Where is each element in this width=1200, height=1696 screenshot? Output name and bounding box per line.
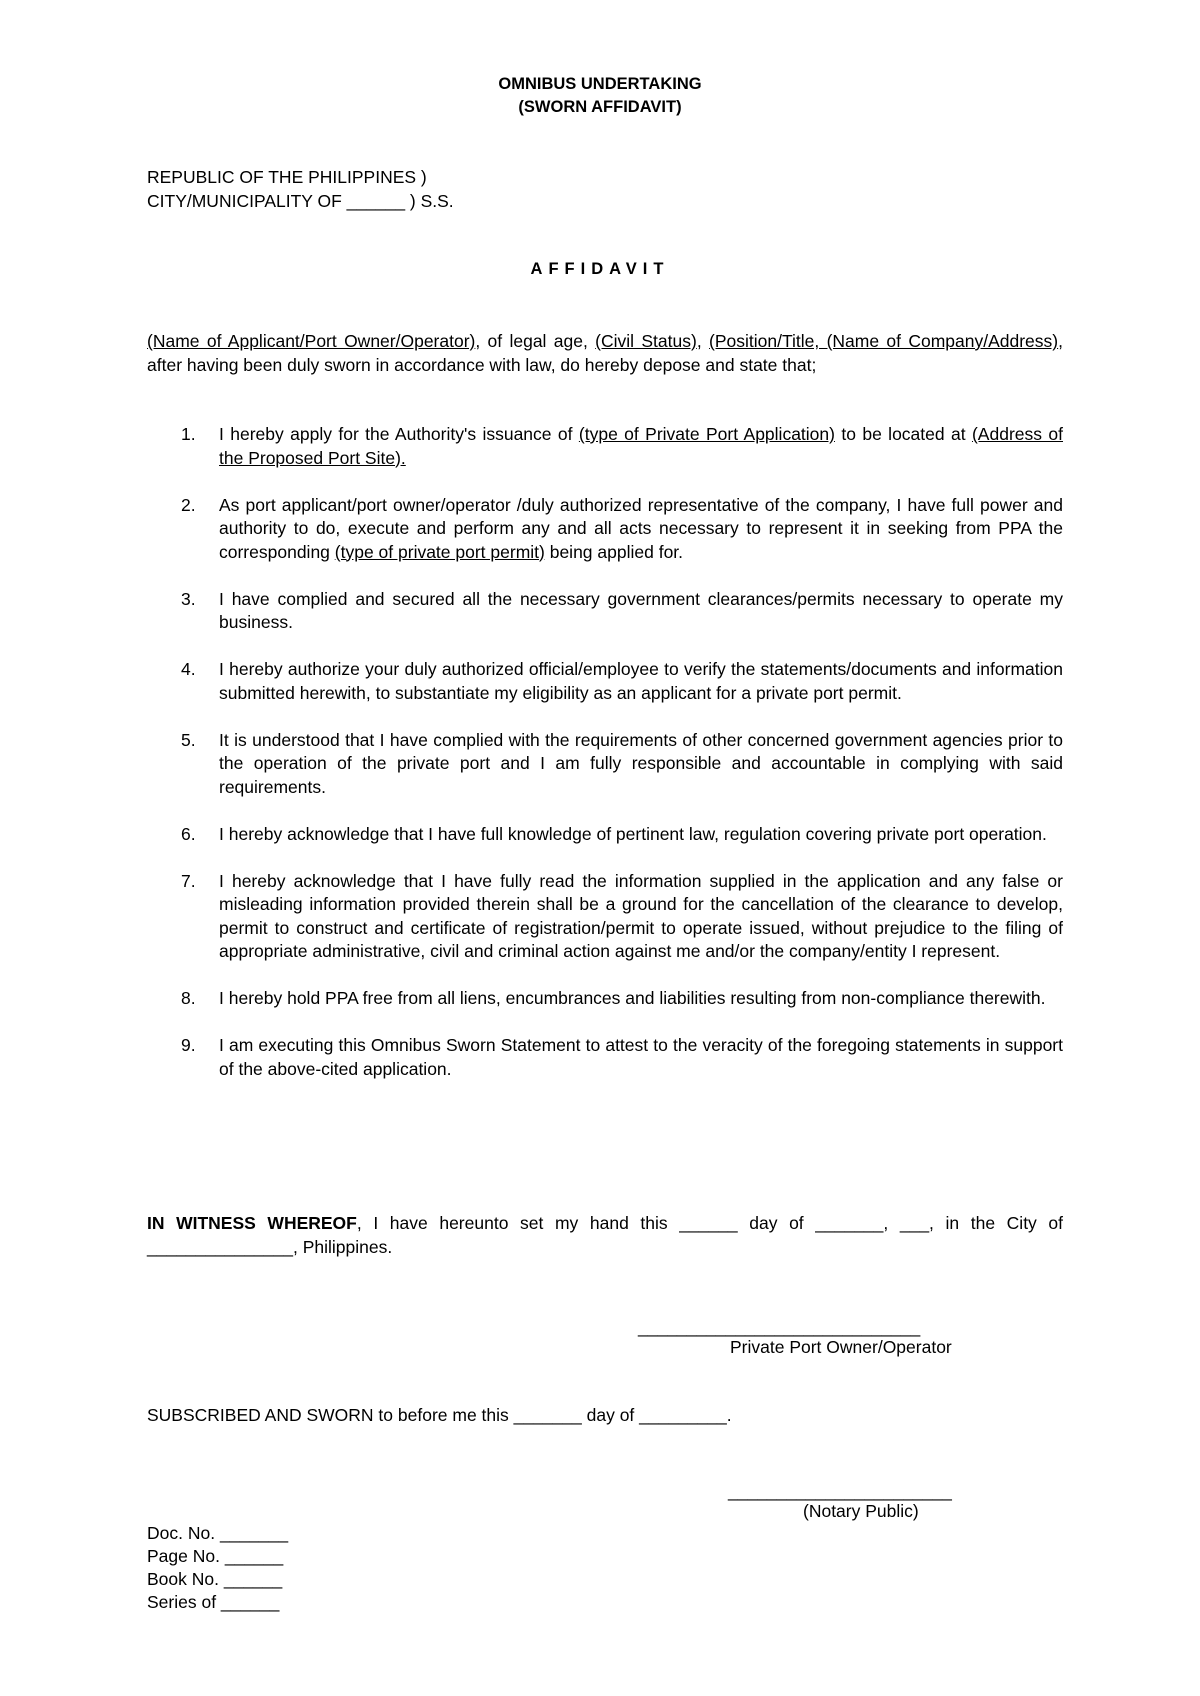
venue-republic: REPUBLIC OF THE PHILIPPINES ) [147, 167, 427, 187]
civil-status-placeholder: (Civil Status) [595, 331, 697, 351]
position-company-placeholder: (Position/Title, (Name of Company/Address) [709, 331, 1059, 351]
list-item: 1. I hereby apply for the Authority's issuance of (type of Private Port Application) to be located at (Address of the Proposed Port Site). [181, 424, 1063, 468]
intro-text-3: , after having been duly sworn in accordance with law, do hereby depose and state that; [147, 331, 1063, 375]
witness-bold: IN WITNESS WHEREOF [147, 1213, 357, 1233]
book-number: Book No. ______ [147, 1569, 283, 1589]
statements-list [147, 423, 1063, 1105]
list-item: 6. I hereby acknowledge that I have full knowledge of pertinent law, regulation covering private port operation. [181, 823, 1047, 844]
witness-paragraph [147, 1212, 1063, 1259]
owner-signature-line: _____________________________ [638, 1317, 921, 1337]
document-subtitle: (SWORN AFFIDAVIT) [518, 98, 682, 116]
notary-signature-label: (Notary Public) [803, 1501, 919, 1521]
page-number: Page No. ______ [147, 1546, 284, 1566]
witness-text: , I have hereunto set my hand this ______ day of _______, ___, in the City of _______________, Philippines. [147, 1213, 1064, 1257]
list-item: 4. I hereby authorize your duly authorized official/employee to verify the statements/documents and information submitted herewith, to substantiate my eligibility as an applicant for a private port permit. [181, 659, 1063, 703]
affidavit-heading: AFFIDAVIT [530, 260, 670, 278]
list-item: 7. I hereby acknowledge that I have fully read the information supplied in the application and any false or misleading information provided therein shall be a ground for the cancellation of the clearance to develop, permit to construct and certificate of registration/permit to operate issued, without prejudice to the filing of appropriate administrative, civil and criminal action against me and/or the company/entity I represent. [181, 870, 1063, 961]
intro-text-1: , of legal age, [475, 331, 596, 351]
list-item: 8. I hereby hold PPA free from all liens, encumbrances and liabilities resulting from non-compliance therewith. [181, 988, 1046, 1008]
venue-city: CITY/MUNICIPALITY OF ______ ) S.S. [147, 191, 454, 211]
intro-paragraph [147, 330, 1063, 377]
doc-number: Doc. No. _______ [147, 1523, 289, 1543]
list-item: 3. I have complied and secured all the necessary government clearances/permits necessary to operate my business. [181, 588, 1063, 632]
notary-signature-line: _______________________ [728, 1481, 952, 1501]
list-item: 2. As port applicant/port owner/operator /duly authorized representative of the company, I have full power and authority to do, execute and perform any and all acts necessary to represent it in seeking from PPA the corresponding (type of private port permit) being applied for. [181, 494, 1063, 562]
intro-text-2: , [696, 331, 710, 351]
owner-signature-label: Private Port Owner/Operator [730, 1337, 952, 1357]
applicant-name-placeholder: (Name of Applicant/Port Owner/Operator) [147, 331, 476, 351]
list-item: 5. It is understood that I have complied with the requirements of other concerned government agencies prior to the operation of the private port and I am fully responsible and accountable in complying with said requirements. [181, 729, 1063, 797]
list-item: 9. I am executing this Omnibus Sworn Statement to attest to the veracity of the foregoing statements in support of the above-cited application. [181, 1035, 1063, 1079]
series-of: Series of ______ [147, 1592, 280, 1612]
subscribed-sworn-text: SUBSCRIBED AND SWORN to before me this _______ day of _________. [147, 1405, 732, 1425]
document-title: OMNIBUS UNDERTAKING [498, 75, 702, 93]
